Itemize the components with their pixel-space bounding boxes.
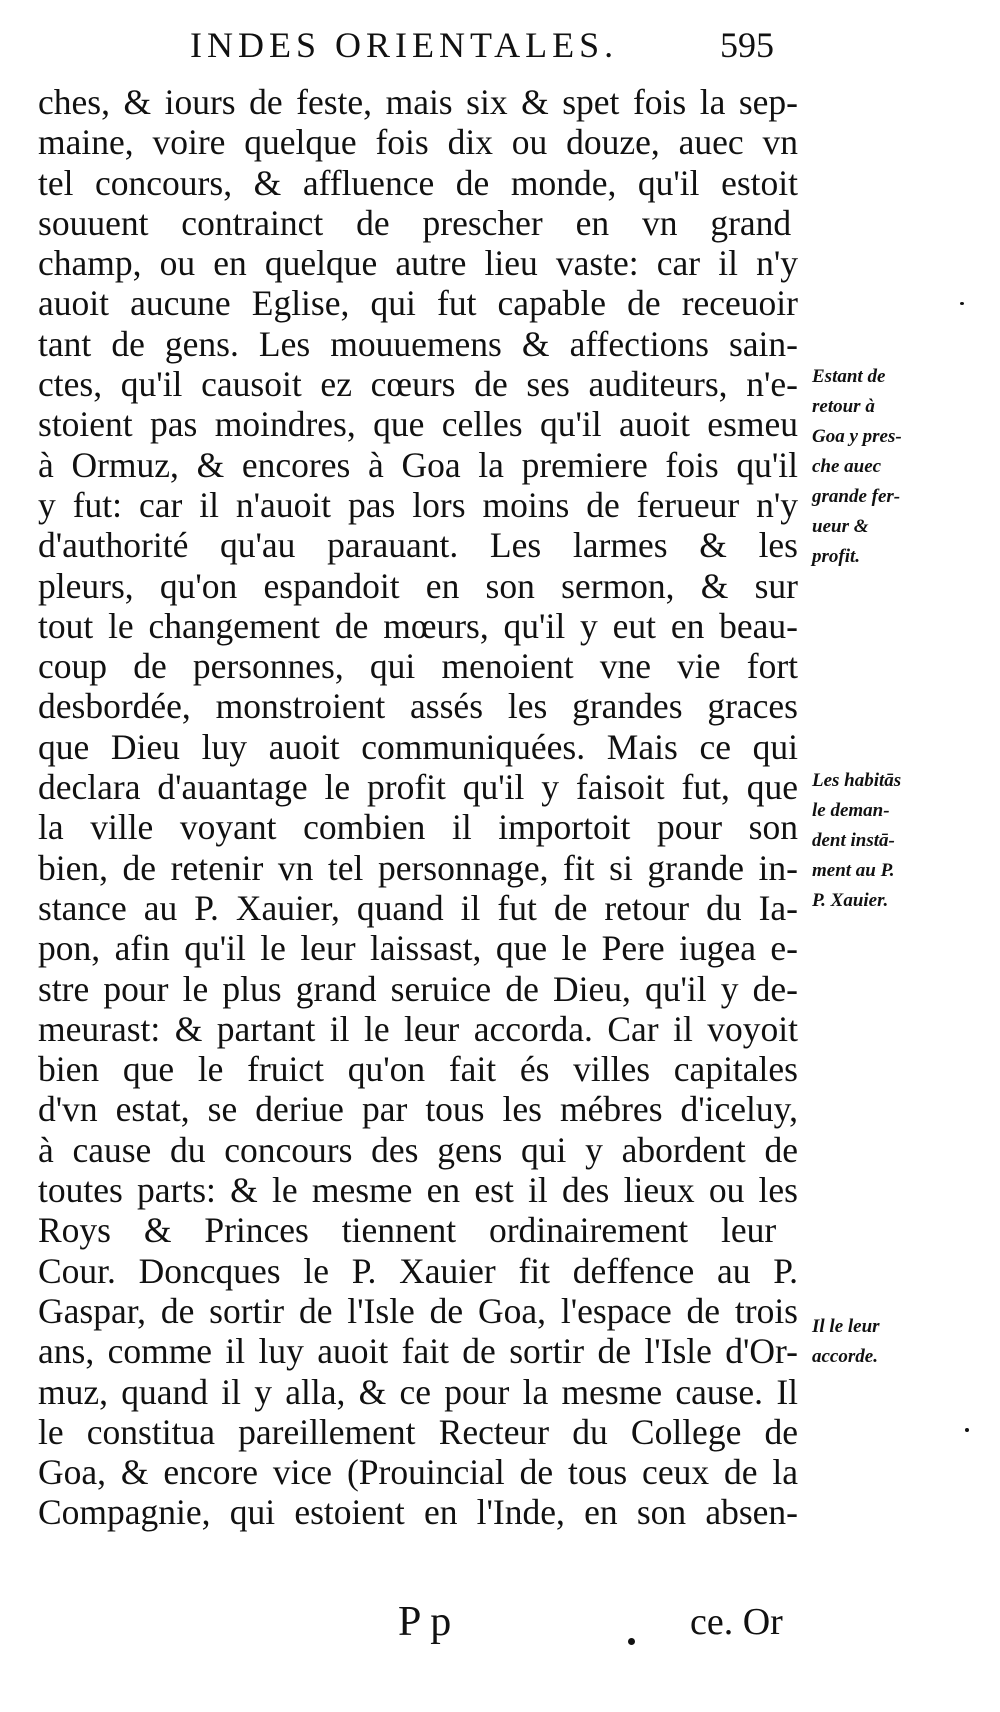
text-line: maine, voire quelque fois dix ou douze, auec vn bbox=[38, 122, 798, 163]
text-line: d'vn estat, se deriue par tous les mébres d'iceluy, bbox=[38, 1089, 798, 1130]
text-line: Gaspar, de sortir de l'Isle de Goa, l'espace de trois bbox=[38, 1290, 798, 1331]
text-line: le constitua pareillement Recteur du College de bbox=[38, 1411, 798, 1452]
text-line: toutes parts: & le mesme en est il des lieux ou les bbox=[38, 1170, 798, 1211]
margin-note-line: le deman- bbox=[812, 800, 890, 821]
margin-note-line: Estant de bbox=[812, 366, 886, 387]
text-line: tant de gens. Les mouuemens & affections sain- bbox=[38, 323, 798, 364]
text-line: souuent contrainct de prescher en vn grand bbox=[38, 202, 792, 243]
text-line: stoient pas moindres, que celles qu'il auoit esmeu bbox=[38, 404, 798, 445]
text-line: pon, afin qu'il le leur laissast, que le Pere iugea e- bbox=[38, 928, 798, 969]
text-line: y fut: car il n'auoit pas lors moins de ferueur n'y bbox=[38, 484, 798, 525]
text-line: Compagnie, qui estoient en l'Inde, en son absen- bbox=[38, 1492, 798, 1533]
margin-note-line: che auec bbox=[812, 456, 882, 477]
margin-note-preaching bbox=[812, 362, 902, 572]
margin-note-inhabitants bbox=[812, 766, 901, 916]
margin-note-line: accorde. bbox=[812, 1346, 878, 1367]
text-line: d'authorité qu'au parauant. Les larmes & les bbox=[38, 525, 798, 566]
text-line: ans, comme il luy auoit fait de sortir de l'Isle d'Or- bbox=[38, 1331, 798, 1372]
margin-note-line: ueur & bbox=[812, 516, 869, 537]
text-line: meurast: & partant il le leur accorda. Car il voyoit bbox=[38, 1008, 798, 1049]
margin-note-line: P. Xauier. bbox=[812, 890, 889, 911]
text-line: stance au P. Xauier, quand il fut de retour du Ia- bbox=[38, 887, 798, 928]
text-line: à cause du concours des gens qui y abordent de bbox=[38, 1129, 798, 1170]
text-line: stre pour le plus grand seruice de Dieu, qu'il y de- bbox=[38, 968, 798, 1009]
text-line: bien, de retenir vn tel personnage, fit si grande in- bbox=[38, 847, 798, 888]
ink-speck bbox=[965, 1428, 969, 1432]
text-line: Cour. Doncques le P. Xauier fit deffence au P. bbox=[38, 1250, 798, 1291]
margin-note-line: Goa y pres- bbox=[812, 426, 902, 447]
text-line: tel concours, & affluence de monde, qu'il estoit bbox=[38, 162, 798, 203]
catchword: ce. Or bbox=[690, 1601, 783, 1643]
text-line: coup de personnes, qui menoient vne vie fort bbox=[38, 646, 798, 687]
ink-speck bbox=[960, 302, 964, 305]
body-text bbox=[38, 82, 798, 1533]
running-title: INDES ORIENTALES. bbox=[190, 25, 619, 65]
text-line: la ville voyant combien il importoit pour son bbox=[38, 807, 798, 848]
text-line: pleurs, qu'on espandoit en son sermon, & sur bbox=[38, 565, 798, 606]
margin-note-line: ment au P. bbox=[812, 860, 895, 881]
text-line: tout le changement de mœurs, qu'il y eut en beau- bbox=[38, 605, 798, 646]
text-line: à Ormuz, & encores à Goa la premiere fois qu'il bbox=[38, 444, 798, 485]
text-line: champ, ou en quelque autre lieu vaste: car il n'y bbox=[38, 243, 798, 284]
text-line: que Dieu luy auoit communiquées. Mais ce qui bbox=[38, 726, 798, 767]
margin-note-line: profit. bbox=[812, 546, 861, 567]
margin-note-line: dent instā- bbox=[812, 830, 895, 851]
text-line: Roys & Princes tiennent ordinairement leur bbox=[38, 1210, 777, 1251]
signature-mark: P p bbox=[398, 1599, 452, 1645]
text-line: Goa, & encore vice (Prouincial de tous ceux de la bbox=[38, 1452, 798, 1493]
text-line: declara d'auantage le profit qu'il y faisoit fut, que bbox=[38, 767, 798, 808]
text-line: ches, & iours de feste, mais six & spet fois la sep- bbox=[38, 82, 798, 122]
ink-speck bbox=[628, 1638, 635, 1645]
margin-note-line: Il le leur bbox=[812, 1316, 880, 1337]
margin-note-line: Les habitās bbox=[812, 770, 902, 791]
page-number: 595 bbox=[720, 25, 774, 65]
margin-note-line: retour à bbox=[812, 396, 875, 417]
margin-note-granted bbox=[812, 1312, 880, 1372]
text-line: bien que le fruict qu'on fait és villes capitales bbox=[38, 1049, 798, 1090]
text-line: desbordée, monstroient assés les grandes graces bbox=[38, 686, 798, 727]
text-line: auoit aucune Eglise, qui fut capable de receuoir bbox=[38, 283, 798, 324]
text-line: muz, quand il y alla, & ce pour la mesme cause. Il bbox=[38, 1371, 798, 1412]
margin-note-line: grande fer- bbox=[812, 486, 901, 507]
text-line: ctes, qu'il causoit ez cœurs de ses auditeurs, n'e- bbox=[38, 364, 798, 405]
